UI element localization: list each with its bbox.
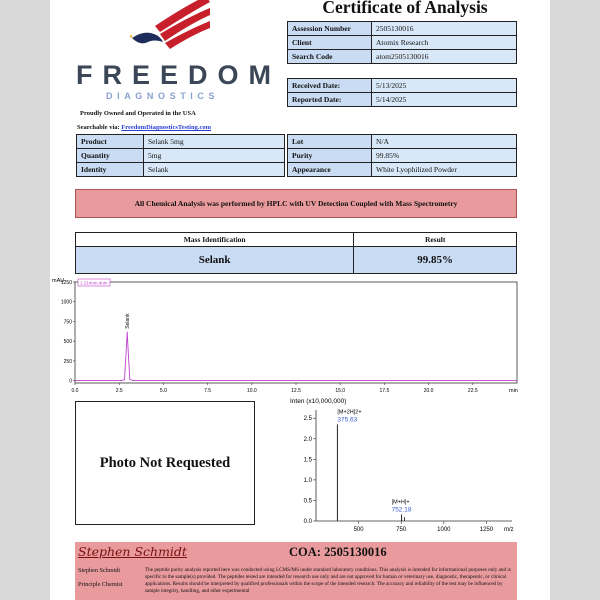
field-value: 5mg	[144, 149, 285, 163]
field-value: atom2505130016	[372, 50, 517, 64]
field-label: Identity	[77, 163, 144, 177]
y-tick-label: 0	[69, 378, 72, 385]
method-banner: All Chemical Analysis was performed by HPLC with UV Detection Coupled with Mass Spectrometry	[75, 189, 517, 218]
field-label: Assession Number	[288, 22, 372, 36]
peak-value-label: 375.63	[337, 416, 358, 424]
brand-tagline: Proudly Owned and Operated in the USA	[80, 110, 196, 117]
product-table	[76, 134, 285, 177]
chemist-name: Stephen Schmidt	[78, 567, 121, 574]
lot-table	[287, 134, 517, 177]
field-value: Selank	[144, 163, 285, 177]
hplc-chromatogram	[50, 276, 550, 401]
y-tick-label: 1.5	[303, 457, 312, 464]
mass-identification-cell: Selank	[76, 247, 354, 274]
table-row	[76, 247, 517, 274]
coa-number: COA: 2505130016	[289, 545, 387, 559]
column-header: Result	[354, 233, 517, 247]
peak-value-label: 752.18	[391, 506, 412, 514]
field-label: Product	[77, 135, 144, 149]
searchable-link[interactable]: FreedomDiagnosticsTesting.com	[121, 124, 212, 131]
y-tick-label: 0.5	[303, 498, 312, 505]
identifier-table	[287, 21, 517, 64]
field-label: Reported Date:	[288, 93, 372, 107]
y-tick-label: 2.0	[303, 436, 312, 443]
field-label: Appearance	[288, 163, 372, 177]
x-tick-label: 500	[353, 527, 364, 533]
y-tick-label: 2.5	[303, 416, 312, 423]
brand-subtitle: DIAGNOSTICS	[106, 91, 220, 101]
field-value: 5/14/2025	[372, 93, 517, 107]
peak-tag: [M+H]+	[391, 499, 410, 506]
legend-entry: 1 214nm,4nm	[80, 280, 108, 286]
x-tick-label: 7.5	[204, 388, 212, 394]
table-row	[77, 135, 285, 149]
searchable-label: Searchable via:	[77, 124, 120, 131]
x-tick-label: 0.0	[71, 388, 79, 394]
freedom-logo	[50, 0, 281, 135]
table-row	[77, 149, 285, 163]
searchable-line	[77, 124, 211, 131]
chemist-role: Principle Chemist	[78, 581, 123, 588]
result-table	[75, 232, 517, 274]
flag-eagle-icon	[130, 0, 210, 58]
x-tick-label: 15.0	[335, 388, 346, 394]
table-row	[288, 93, 517, 107]
field-value: 2505130016	[372, 22, 517, 36]
certificate-page	[50, 0, 550, 600]
y-tick-label: 0.0	[303, 519, 312, 525]
x-tick-label: 17.5	[379, 388, 390, 394]
field-label: Received Date:	[288, 79, 372, 93]
column-header: Mass Identification	[76, 233, 354, 247]
field-value: Atomix Research	[372, 36, 517, 50]
x-axis-label: m/z	[504, 527, 514, 533]
peak-tag: [M+2H]2+	[337, 409, 362, 416]
table-row	[288, 36, 517, 50]
y-tick-label: 1000	[60, 299, 72, 306]
x-tick-label: 5.0	[159, 388, 167, 394]
plot-frame	[75, 282, 517, 383]
y-tick-label: 1.0	[303, 477, 312, 484]
table-row	[288, 149, 517, 163]
chromatogram-line	[75, 332, 517, 381]
field-label: Lot	[288, 135, 372, 149]
field-label: Client	[288, 36, 372, 50]
table-row	[77, 163, 285, 177]
brand-name: FREEDOM	[76, 60, 281, 90]
x-tick-label: 1000	[437, 527, 451, 533]
footer-panel	[75, 542, 517, 600]
y-tick-label: 1250	[60, 280, 72, 286]
photo-placeholder: Photo Not Requested	[75, 401, 255, 525]
field-value: Selank 5mg	[144, 135, 285, 149]
table-row	[288, 50, 517, 64]
table-header-row	[76, 233, 517, 247]
mass-spectrum	[272, 396, 522, 536]
field-value: 99.85%	[372, 149, 517, 163]
x-tick-label: 1250	[479, 527, 494, 533]
y-axis-label: mAU	[52, 278, 65, 284]
table-row	[288, 22, 517, 36]
x-tick-label: 750	[396, 527, 407, 533]
page-title: Certificate of Analysis	[322, 0, 488, 17]
y-tick-label: 500	[63, 339, 72, 346]
peak-label: Selank	[125, 313, 132, 329]
result-cell: 99.85%	[354, 247, 517, 274]
field-label: Search Code	[288, 50, 372, 64]
table-row	[288, 135, 517, 149]
field-value: White Lyophilized Powder	[372, 163, 517, 177]
chart-title: Inten (x10,000,000)	[290, 398, 347, 405]
x-tick-label: 22.5	[467, 388, 478, 394]
chemist-signature: Stephen Schmidt	[78, 544, 187, 559]
disclaimer-text: The peptide purity analysis reported here was conducted using LCMS/MS under standard laboratory conditions. This analysis is intended for informational purposes only and is specific to the sample(s) provided. The peptides tested are intended for research use only and are not approved for human or veterinary use, diagnostic, therapeutic, or clinical applications. Results should be interpreted by qualified professionals within the scope of the intended research. The accuracy and reliability of the test may be influenced by sample integrity, handling, and other experimental	[145, 567, 511, 594]
x-tick-label: 12.5	[291, 388, 301, 394]
x-tick-label: 10.0	[246, 388, 257, 394]
table-row	[288, 79, 517, 93]
x-tick-label: 2.5	[115, 388, 123, 394]
field-value: 5/13/2025	[372, 79, 517, 93]
y-tick-label: 250	[63, 358, 72, 365]
field-label: Purity	[288, 149, 372, 163]
table-row	[288, 163, 517, 177]
y-tick-label: 750	[63, 319, 72, 326]
dates-table	[287, 78, 517, 107]
field-label: Quantity	[77, 149, 144, 163]
x-axis-label: min	[509, 388, 518, 394]
x-tick-label: 20.0	[423, 388, 434, 394]
field-value: N/A	[372, 135, 517, 149]
